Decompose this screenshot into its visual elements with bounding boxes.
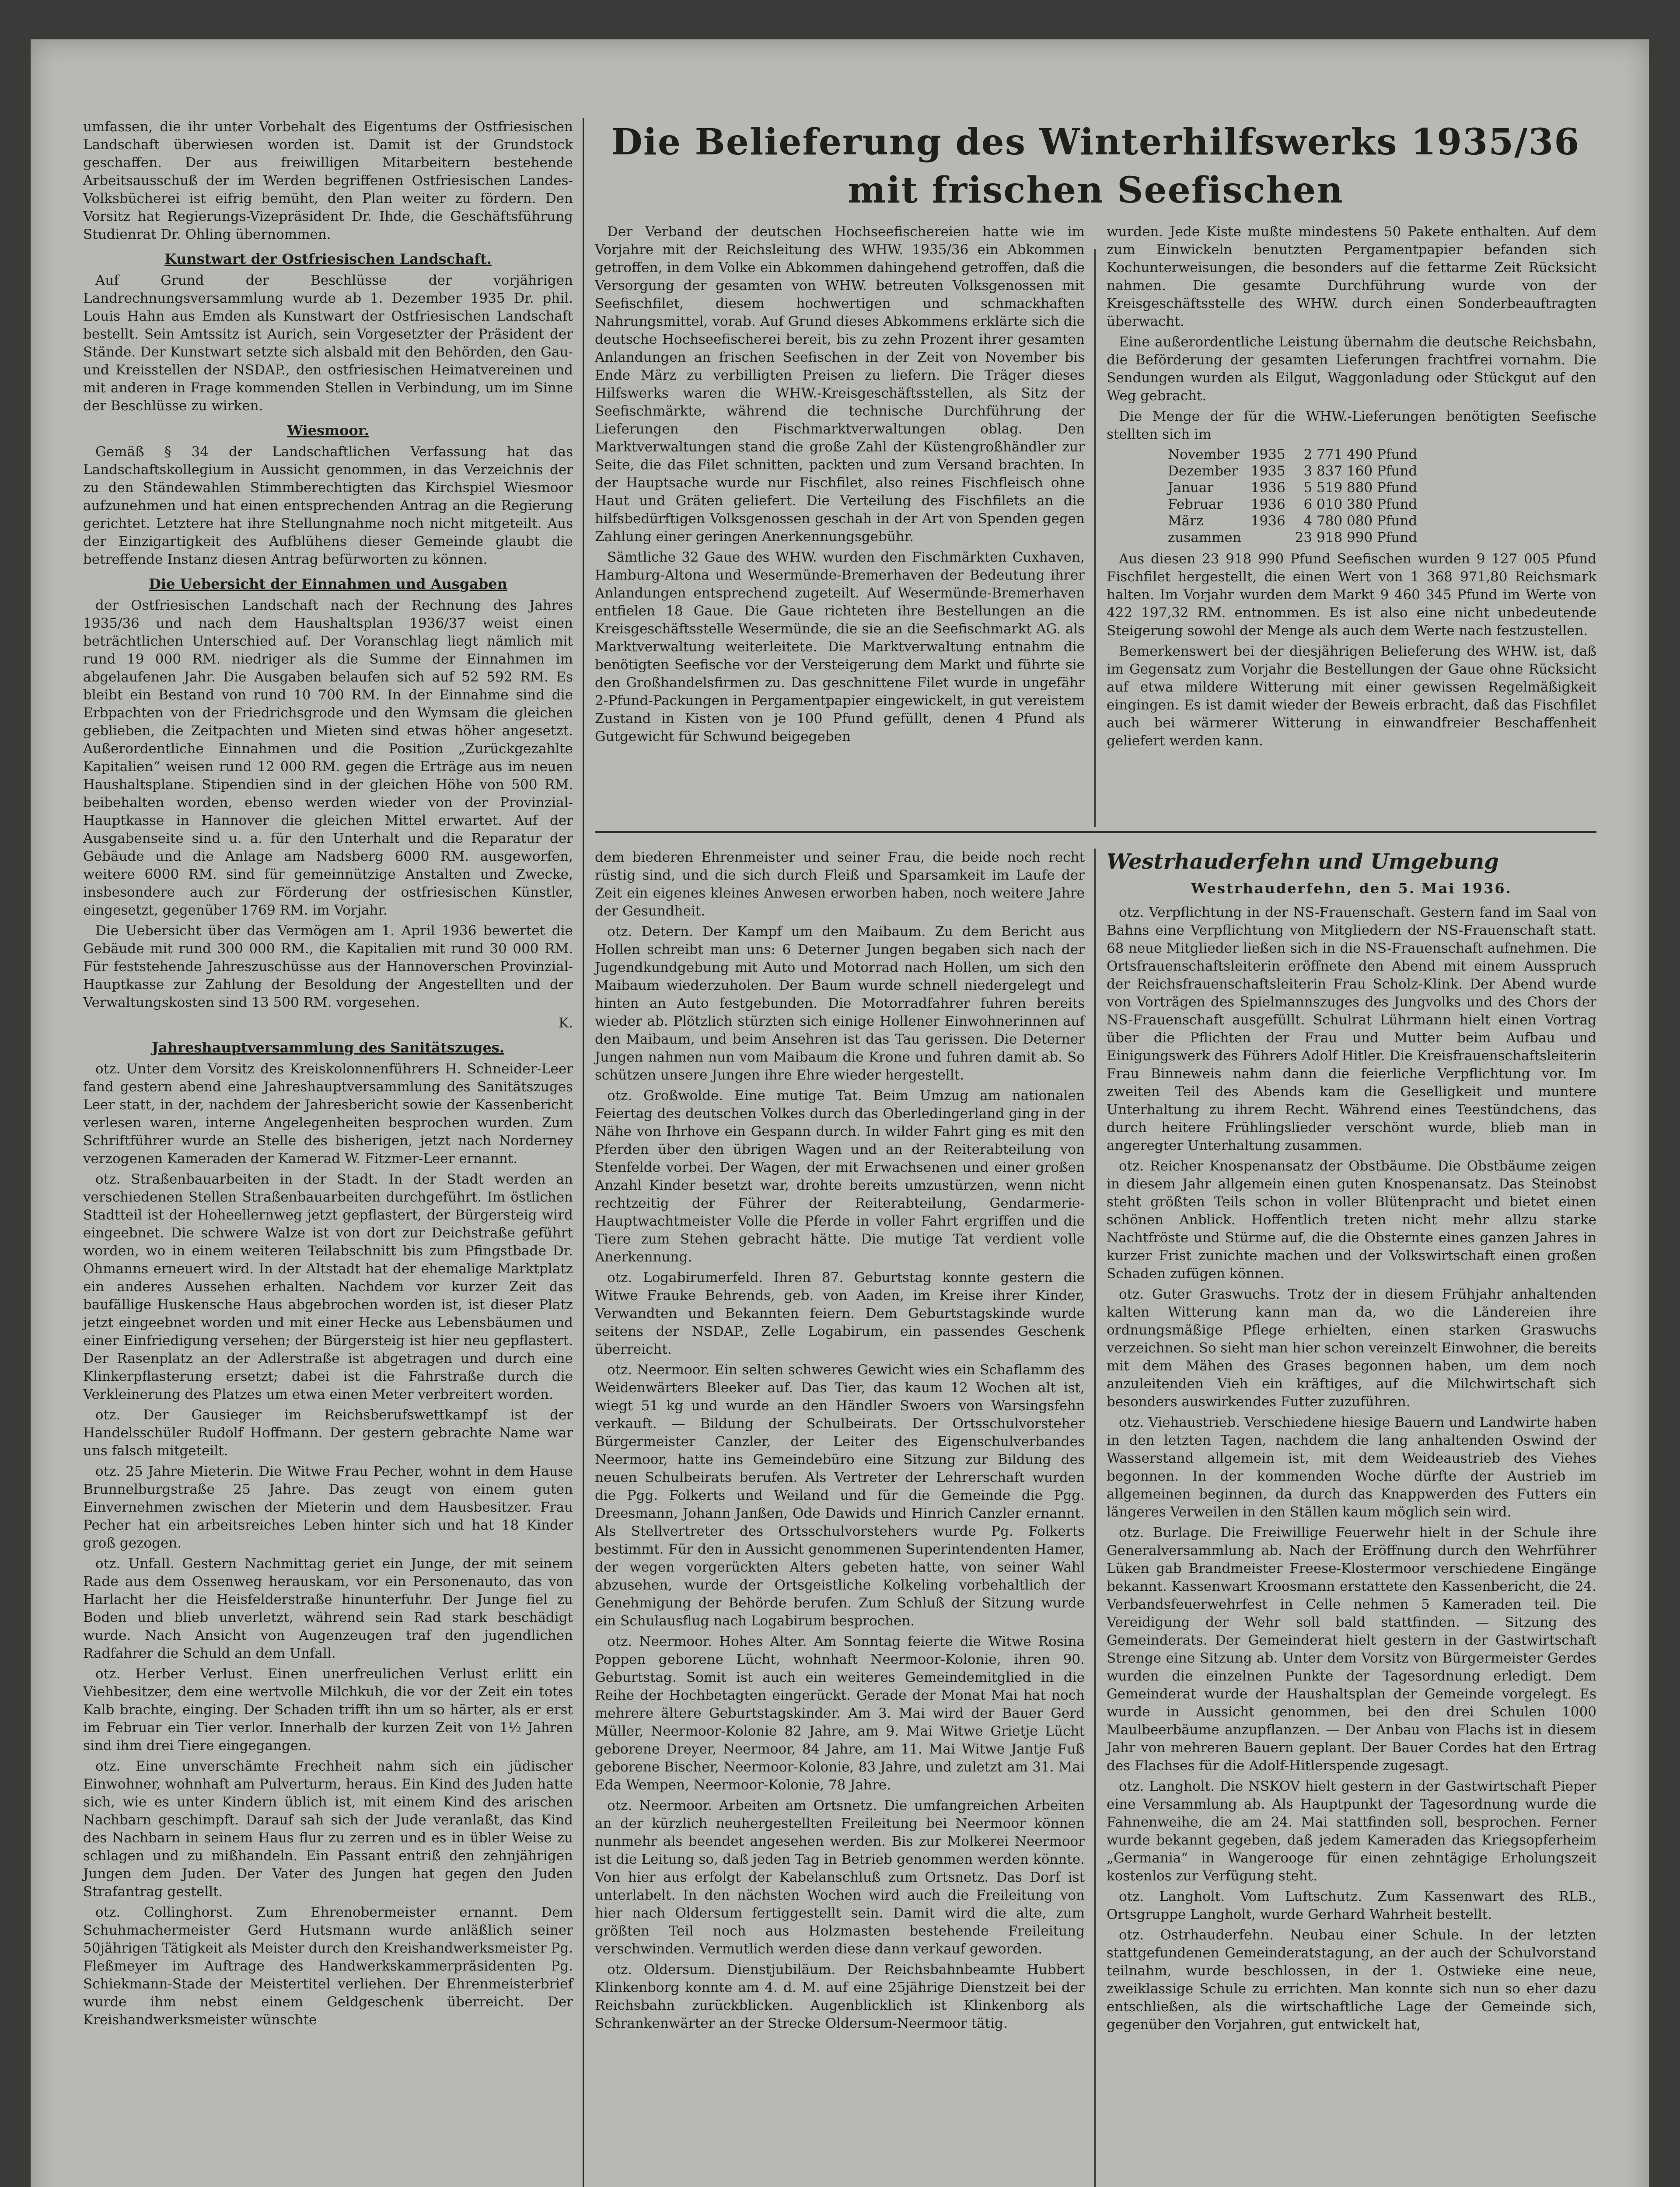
article-text: otz. Eine unverschämte Frechheit nahm sich ein jüdischer Einwohner, wohnhaft am Pulverturm, heraus. Ein Kind des Juden hatte sich, wie es unter Kindern üblich ist, mit einem Kind des arischen Nachbarn geschimpft. Darauf sah sich der Jude veranlaßt, das Kind des Nachbarn in seinem Haus flur zu zerren und es in übler Weise zu schlagen und zu mißhandeln. Ein Passant entriß den zehnjährigen Jungen dem Juden. Der Vater des Jungen hat gegen den Juden Strafantrag gestellt. (83, 1758, 573, 1900)
table-cell-amount: 5 519 880 Pfund (1303, 480, 1418, 496)
table-cell-month: Dezember (1168, 463, 1238, 479)
article-text: der Ostfriesischen Landschaft nach der Rechnung des Jahres 1935/36 und nach dem Haushaltsplan 1936/37 weist einen beträchtlichen Unterschied auf. Der Voranschlag liegt nämlich mit rund 19 000 RM. niedriger als die Summe der Einnahmen im abgelaufenen Jahr. Die Ausgaben belaufen sich auf 52 592 RM. Es bleibt ein Bestand von rund 10 700 RM. In der Einnahme sind die Erbpachten von der Friedrichsgrode und den Wymsam die gleichen geblieben, die Zeitpachten und Mieten sind etwas höher angesetzt. Außerordentliche Einnahmen und die Position „Zurückgezahlte Kapitalien“ weisen rund 12 000 RM. gegen die Erträge aus im neuen Haushaltsplane. Stipendien sind in der gleichen Höhe von 500 RM. beibehalten worden, ebenso werden wieder von der Provinzial-Hauptkasse in Hannover die gleichen Mittel erwartet. Auf der Ausgabenseite sind u. a. für den Unterhalt und die Reparatur der Gebäude und die Anlage am Nadsberg 6000 RM. ausgeworfen, weitere 6000 RM. sind für gemeinnützige Anstalten und Zwecke, insbesondere auch zur Förderung der ostfriesischen Künstler, eingesetzt, gegenüber 1769 RM. im Vorjahr. (83, 597, 573, 918)
left-column (83, 118, 573, 2032)
table-cell-amount: 6 010 380 Pfund (1303, 496, 1418, 512)
article-text: Eine außerordentliche Leistung übernahm die deutsche Reichsbahn, die Beförderung der gesamten Lieferungen frachtfrei vornahm. Die Sendungen wurden als Eilgut, Waggonladung oder Stückgut auf den Weg gebracht. (1107, 334, 1596, 404)
section-title: Westrhauderfehn und Umgebung (1107, 849, 1499, 874)
table-cell-year: 1936 (1250, 513, 1285, 529)
newspaper-page (31, 39, 1649, 2187)
article-text: otz. Unfall. Gestern Nachmittag geriet ein Junge, der mit seinem Rade aus dem Ossenweg herauskam, vor ein Personenauto, das von Harlacht her die Heisfelderstraße hinunterfuhr. Der Junge fiel zu Boden und blieb unverletzt, während sein Rad stark beschädigt wurde. Nach Ansicht von Augenzeugen traf den jugendlichen Radfahrer die Schuld an dem Unfall. (83, 1556, 573, 1661)
article-text: wurden. Jede Kiste mußte mindestens 50 Pakete enthalten. Auf dem zum Einwickeln benutzten Pergamentpapier befanden sich Kochunterweisungen, die besonders auf die fettarme Zeit Rücksicht nahmen. Die gesamte Durchführung wurde von der Kreisgeschäftsstelle des WHW. durch einen Sonderbeauftragten überwacht. (1107, 224, 1596, 329)
article-text: otz. Langholt. Die NSKOV hielt gestern in der Gastwirtschaft Pieper eine Versammlung ab. Als Hauptpunkt der Tagesordnung wurde die Fahnenweihe, die am 24. Mai stattfinden soll, besprochen. Ferner wurde bekannt gegeben, daß jedem Kameraden das Kriegsopferheim „Germania“ in Wangerooge für einen zehntägige Erholungszeit kostenlos zur Verfügung steht. (1107, 1778, 1596, 1884)
column-rule-right-top (1094, 249, 1096, 827)
article-heading: Wiesmoor. (287, 422, 369, 439)
table-cell-month: Februar (1168, 496, 1223, 512)
article-text: otz. Reicher Knospenansatz der Obstbäume. Die Obstbäume zeigen in diesem Jahr allgemein einen guten Knospenansatz. Das Steinobst steht größten Teils schon in voller Blütenpracht und bietet einen schönen Anblick. Hoffentlich treten nicht mehr allzu starke Nachtfröste und Stürme auf, die die Obsternte eines ganzen Jahres in kurzer Frist zunichte machen und der Volkswirtschaft einen großen Schaden zufügen können. (1107, 1158, 1596, 1282)
table-cell-month: Januar (1168, 480, 1214, 496)
article-text: otz. Großwolde. Eine mutige Tat. Beim Umzug am nationalen Feiertag des deutschen Volkes durch das Oberledingerland ging in der Nähe von Ihrhove ein Gespann durch. In wilder Fahrt ging es mit den Pferden über den übrigen Wagen und an der Reiterabteilung von Stenfelde vorbei. Der Wagen, der mit Erwachsenen und einer großen Anzahl Kinder besetzt war, drohte bereits umzustürzen, wenn nicht rechtzeitig der Führer der Reiterabteilung, Gendarmerie-Hauptwachtmeister Volle die Pferde in voller Fahrt ergriffen und die Tiere zum Stehen gebracht hätte. Die mutige Tat verdient volle Anerkennung. (595, 1088, 1085, 1265)
article-text: otz. Neermoor. Hohes Alter. Am Sonntag feierte die Witwe Rosina Poppen geborene Lücht, wohnhaft Neermoor-Kolonie, ihren 90. Geburtstag. Somit ist auch ein weiteres Gemeindemitglied in die Reihe der Hochbetagten eingerückt. Gerade der Monat Mai hat noch mehrere ältere Geburtstagskinder. Am 3. Mai wird der Bauer Gerd Müller, Neermoor-Kolonie 82 Jahre, am 9. Mai Witwe Grietje Lücht geborene Dreyer, Neermoor, 84 Jahre, am 11. Mai Witwe Jantje Fuß geborene Bischer, Neermoor-Kolonie, 83 Jahre, und zuletzt am 31. Mai Eda Wempen, Neermoor-Kolonie, 78 Jahre. (595, 1634, 1085, 1793)
article-text: otz. Der Gausieger im Reichsberufswettkampf ist der Handelsschüler Rudolf Hoffmann. Der gestern gebrachte Name war uns falsch mitgeteilt. (83, 1407, 573, 1459)
table-cell-month: März (1168, 513, 1204, 529)
article-text: otz. Langholt. Vom Luftschutz. Zum Kassenwart des RLB., Ortsgruppe Langholt, wurde Gerhard Wahrheit bestellt. (1107, 1889, 1596, 1922)
column-rule-left (583, 118, 584, 2187)
table-cell-amount: 3 837 160 Pfund (1303, 463, 1418, 479)
dateline: Westrhauderfehn, den 5. Mai 1936. (1191, 880, 1512, 897)
table-cell-year: 1936 (1250, 480, 1285, 496)
table-cell-amount: 23 918 990 Pfund (1295, 530, 1418, 545)
article-text: otz. Logabirumerfeld. Ihren 87. Geburtstag konnte gestern die Witwe Frauke Behrends, geb. von Aaden, im Kreise ihrer Kinder, Verwandten und Bekannten feiern. Dem Geburtstagskinde wurde seitens der NSDAP., Zelle Logabirum, ein passendes Geschenk überreicht. (595, 1270, 1085, 1357)
article-heading: Die Uebersicht der Einnahmen und Ausgaben (149, 576, 507, 592)
article-heading: Kunstwart der Ostfriesischen Landschaft. (164, 251, 492, 267)
headline-line-1: Die Belieferung des Winterhilfswerks 1935/36 (611, 121, 1580, 163)
article-text: otz. Straßenbauarbeiten in der Stadt. In der Stadt werden an verschiedenen Stellen Straßenbauarbeiten durchgeführt. Im östlichen Stadtteil ist der Hoheellernweg jetzt gepflastert, der Bürgersteig wird eingeebnet. Die schwere Walze ist von dort zur Deichstraße geführt worden, wo in einem weiteren Teilabschnitt bis zum Pfingstbade Dr. Ohmanns erneuert wird. In der Altstadt hat der ehemalige Marktplatz ein anderes Aussehen erhalten. Nachdem vor kurzer Zeit das baufällige Huskensche Haus abgebrochen worden ist, ist dieser Platz jetzt eingeebnet worden und mit einer Hecke aus Lebensbäumen und einer Einfriedigung versehen; der Bürgersteig ist hier neu gepflastert. Der Rasenplatz an der Adlerstraße ist abgetragen und durch eine Klinkerpflasterung ersetzt; dabei ist die Fahrstraße durch die Verkleinerung des Platzes um etwa einen Meter verbreitert worden. (83, 1171, 573, 1402)
table-row (1168, 446, 1427, 463)
mid-lower-column (595, 849, 1085, 2035)
table-row (1168, 479, 1427, 496)
fish-quantity-table (1168, 446, 1427, 546)
article-text: otz. Oldersum. Dienstjubiläum. Der Reichsbahnbeamte Hubbert Klinkenborg konnte am 4. d. M. auf eine 25jährige Dienstzeit bei der Reichsbahn zurückblicken. Augenblicklich ist Klinkenborg als Schrankenwärter an der Strecke Oldersum-Neermoor tätig. (595, 1962, 1085, 2031)
table-row (1168, 496, 1427, 513)
article-text: Aus diesen 23 918 990 Pfund Seefischen wurden 9 127 005 Pfund Fischfilet hergestellt, die einen Wert von 1 368 971,80 Reichsmark halten. Im Vorjahr wurden dem Markt 9 460 345 Pfund im Werte von 422 197,32 RM. entnommen. Es ist also eine nicht unbedeutende Steigerung sowohl der Menge als auch dem Werte nach festzustellen. (1107, 551, 1596, 639)
table-row (1168, 463, 1427, 479)
table-cell-year: 1936 (1250, 496, 1285, 512)
table-cell-month: November (1168, 447, 1240, 462)
table-cell-year: 1935 (1250, 463, 1285, 479)
article-text: Sämtliche 32 Gaue des WHW. wurden den Fischmärkten Cuxhaven, Hamburg-Altona und Wesermünde-Bremerhaven der Bedeutung ihrer Anlandungen entsprechend zugeteilt. Auf Wesermünde-Bremerhaven entfielen 18 Gaue. Die Gaue richteten ihre Bestellungen an die Kreisgeschäftsstelle Wesermünde, die sie an die Seefischmarkt AG. als Marktverwaltung weiterleitete. Die Marktverwaltung entnahm die benötigten Seefische vor der Versteigerung dem Markt und führte sie den Großhandelsfirmen zu. Das geschnittene Filet wurde in ungefähr 2-Pfund-Packungen in Pergamentpapier eingewickelt, in gut vereistem Zustand in Kisten von je 100 Pfund gefüllt, denen 4 Pfund als Gutgewicht für Schwund beigegeben (595, 549, 1085, 744)
section-rule (595, 831, 1596, 833)
article-text: dem biederen Ehrenmeister und seiner Frau, die beide noch recht rüstig sind, und die sich durch Fleiß und Sparsamkeit im Laufe der Zeit ein eigenes kleines Anwesen erworben haben, noch weitere Jahre der Gesundheit. (595, 849, 1085, 919)
table-row (1168, 513, 1427, 529)
table-cell-amount: 2 771 490 Pfund (1303, 447, 1418, 462)
table-cell-year (1251, 529, 1295, 546)
article-text: otz. Burlage. Die Freiwillige Feuerwehr hielt in der Schule ihre Generalversammlung ab. Nach der Eröffnung durch den Wehrführer Lüken gab Brandmeister Freese-Klostermoor verschiedene Eingänge bekannt. Kassenwart Kroosmann erstattete den Kassenbericht, die 24. Verbandsfeuerwehrfest in Celle nehmen 5 Kameraden teil. Die Vereidigung der Wehr soll bald stattfinden. — Sitzung des Gemeinderats. Der Gemeinderat hielt gestern in der Gastwirtschaft Strenge eine Sitzung ab. Unter dem Vorsitz von Bürgermeister Gerdes wurden die einzelnen Punkte der Tagesordnung erledigt. Dem Gemeinderat wurde der Haushaltsplan der Gemeinde vorgelegt. Es wurde in Aussicht genommen, bei den drei Schulen 1000 Maulbeerbäume anzupflanzen. — Der Anbau von Flachs ist in diesem Jahr von mehreren Bauern geplant. Der Bauer Cordes hat den Ertrag des Flachses für die Adolf-Hitlerspende zugesagt. (1107, 1525, 1596, 1774)
article-text: Bemerkenswert bei der diesjährigen Belieferung des WHW. ist, daß im Gegensatz zum Vorjahr die Bestellungen der Gaue ohne Rücksicht auf etwa mildere Witterung mit einer gewissen Regelmäßigkeit eingingen. Es ist damit wieder der Beweis erbracht, daß das Fischfilet auch bei wärmerer Witterung in einwandfreier Beschaffenheit geliefert werden kann. (1107, 643, 1596, 749)
signature: K. (558, 1015, 573, 1031)
fish-article-col2 (1107, 223, 1596, 753)
article-text: Die Menge der für die WHW.-Lieferungen benötigten Seefische stellten sich im (1107, 409, 1596, 442)
article-text: umfassen, die ihr unter Vorbehalt des Eigentums der Ostfriesischen Landschaft überwiesen worden ist. Damit ist der Grundstock geschaffen. Der aus freiwilligen Mitarbeitern bestehende Arbeitsausschuß der im Werden begriffenen Ostfriesischen Landes-Volksbücherei ist eifrig bemüht, den Plan weiter zu fördern. Den Vorsitz hat Regierungs-Vizepräsident Dr. Ihde, die Geschäftsführung Studienrat Dr. Ohling übernommen. (83, 119, 573, 242)
article-text: otz. Herber Verlust. Einen unerfreulichen Verlust erlitt ein Viehbesitzer, dem eine wertvolle Milchkuh, die vor der Zeit ein totes Kalb brachte, einging. Der Schaden trifft ihn um so härter, als er erst im Februar ein Tier verlor. Innerhalb der kurzen Zeit von 1½ Jahren sind ihm drei Tiere eingegangen. (83, 1666, 573, 1754)
article-text: otz. Neermoor. Ein selten schweres Gewicht wies ein Schaflamm des Weidenwärters Bleeker auf. Das Tier, das kaum 12 Wochen alt ist, wiegt 51 kg und wurde an den Händler Swoers von Warsingsfehn verkauft. — Bildung der Schulbeirats. Der Ortsschulvorsteher Bürgermeister Canzler, der Leiter des Eigenschulverbandes Neermoor, hatte ins Gemeindebüro eine Sitzung zur Bildung des neuen Schulbeirats berufen. Als Vertreter der Lehrerschaft wurden die Pgg. Folkerts und Weiland und für die Gemeinde die Pgg. Dreesmann, Johann Janßen, Ode Dawids und Hinrich Canzler ernannt. Als Stellvertreter des Ortsschulvorstehers wurde Pg. Folkerts bestimmt. Für den in Aussicht genommenen Superintendenten Hamer, der wegen vorgerückten Alters gebeten hatte, von seiner Wahl abzusehen, wurde der Ortsgeistliche Kolkeling vorbehaltlich der Genehmigung der Behörde berufen. Zum Schluß der Sitzung wurde ein Schulausflug nach Logabirum besprochen. (595, 1362, 1085, 1629)
article-text: Die Uebersicht über das Vermögen am 1. April 1936 bewertet die Gebäude mit rund 300 000 RM., die Kapitalien mit rund 30 000 RM. Für feststehende Jahreszuschüsse aus der Hannoverschen Provinzial-Hauptkasse zur Zahlung der Besoldung der Angestellten und der Verwaltungskosten sind 13 500 RM. vorgesehen. (83, 923, 573, 1010)
article-text: otz. Guter Graswuchs. Trotz der in diesem Frühjahr anhaltenden kalten Witterung kann man da, wo die Ländereien ihre ordnungsmäßige Pflege erhielten, einen starken Graswuchs verzeichnen. So sieht man hier schon vereinzelt Einwohner, die bereits mit dem Mähen des Grases begonnen haben, um dem noch anzuleitenden Vieh ein kräftiges, auf die Milchwirtschaft sich besonders auswirkendes Futter zuzuführen. (1107, 1286, 1596, 1410)
article-text: otz. Detern. Der Kampf um den Maibaum. Zu dem Bericht aus Hollen schreibt man uns: 6 Deterner Jungen begaben sich nach der Jugendkundgebung mit Auto und Motorrad nach Hollen, um sich den Maibaum wiederzuholen. Der Baum wurde schnell niedergelegt und hinten an Auto festgebunden. Die Motorradfahrer fuhren bereits wieder ab. Plötzlich stürzten sich einige Hollener Einwohnerinnen auf den Maibaum, und beim Ansehren ist das Tau gerissen. Die Deterner Jungen nahmen nun vom Maibaum die Krone und fuhren damit ab. So schützen unsere Jungen ihre Ehre wieder hergestellt. (595, 924, 1085, 1083)
article-text: otz. Viehaustrieb. Verschiedene hiesige Bauern und Landwirte haben in den letzten Tagen, nachdem die lang anhaltenden Oswind der Wasserstand allgemein ist, mit dem Weideaustrieb des Viehes begonnen. In der kommenden Woche dürfte der Austrieb im allgemeinen beginnen, da durch das Knappwerden des Futters ein längeres Verweilen in den Ställen kaum möglich sein wird. (1107, 1415, 1596, 1520)
article-text: Gemäß § 34 der Landschaftlichen Verfassung hat das Landschaftskollegium in Aussicht genommen, in das Verzeichnis der zu den Ständewahlen Stimmberechtigten das Kirchspiel Wiesmoor aufzunehmen und hat einen entsprechenden Antrag an die Regierung gerichtet. Letztere hat ihre Stellungnahme noch nicht mitgeteilt. Aus der Einzigartigkeit des Aufblühens dieser Gemeinde glaubt die betreffende Instanz diesen Antrag befürworten zu können. (83, 444, 573, 567)
column-rule-right-bottom (1094, 849, 1096, 2187)
article-heading: Jahreshauptversammlung des Sanitätszuges. (151, 1039, 505, 1056)
table-cell-month: zusammen (1168, 530, 1241, 545)
table-cell-amount: 4 780 080 Pfund (1303, 513, 1418, 529)
article-text: otz. Neermoor. Arbeiten am Ortsnetz. Die umfangreichen Arbeiten an der kürzlich neuhergestellten Freileitung bei Neermoor können nunmehr als beendet angesehen werden. Bis zur Molkerei Neermoor ist die Leitung so, daß jeden Tag in Betrieb genommen werden könnte. Von hier aus erfolgt der Kabelanschluß zum Ortsnetz. Das Dorf ist unterlabelt. In den nächsten Wochen wird auch die Freileitung von hier nach Oldersum fertiggestellt sein. Damit wird die alte, zum größten Teil noch aus Holzmasten bestehende Freileitung verschwinden. Vermutlich werden diese dann verkauf geworden. (595, 1798, 1085, 1957)
article-text: otz. 25 Jahre Mieterin. Die Witwe Frau Pecher, wohnt in dem Hause Brunnelburgstraße 25 Jahre. Das zeugt von einem guten Einvernehmen zwischen der Mieterin und dem Hausbesitzer. Frau Pecher hat ein arbeitsreiches Leben hinter sich und hat 18 Kinder groß gezogen. (83, 1464, 573, 1551)
article-text: otz. Unter dem Vorsitz des Kreiskolonnenführers H. Schneider-Leer fand gestern abend eine Jahreshauptversammlung des Sanitätszuges Leer statt, in der, nachdem der Jahresbericht sowie der Kassenbericht verlesen waren, interne Angelegenheiten besprochen wurden. Zum Schriftführer wurde an Stelle des bisherigen, jetzt nach Norderney verzogenen Kameraden der Kamerad W. Fitzmer-Leer ernannt. (83, 1061, 573, 1167)
article-text: otz. Collinghorst. Zum Ehrenobermeister ernannt. Dem Schuhmachermeister Gerd Hutsmann wurde anläßlich seiner 50jährigen Tätigkeit als Meister durch den Kreishandwerksmeister Pg. Fleßmeyer im Auftrage des Handwerkskammerpräsidenten Pg. Schiekmann-Stade der Meistertitel verliehen. Der Ehrenmeisterbrief wurde ihm nebst einem Geldgeschenk überreicht. Der Kreishandwerksmeister wünschte (83, 1904, 573, 2028)
article-text: otz. Verpflichtung in der NS-Frauenschaft. Gestern fand im Saal von Bahns eine Verpflichtung von Mitgliedern der NS-Frauenschaft statt. 68 neue Mitglieder ließen sich in die NS-Frauenschaft aufnehmen. Die Ortsfrauenschaftsleiterin eröffnete den Abend mit einem Ausspruch der Reichsfrauenschaftsleiterin Frau Scholz-Klink. Der Abend wurde von Vorträgen des Spielmannszuges des Jungvolks und des Chors der NS-Frauenschaft ausgefüllt. Schulrat Lührmann hielt einen Vortrag über die Pflichten der Frau und Mutter beim Aufbau und Einigungswerk des Führers Adolf Hitler. Die Kreisfrauenschaftsleiterin Frau Binneweis nahm dann die feierliche Verpflichtung vor. Im zweiten Teil des Abends kam die Geselligkeit und muntere Unterhaltung zu ihrem Recht. Während eines Teestündchens, das durch heitere Frühlingslieder verschönt wurde, blieb man in angeregter Unterhaltung zusammen. (1107, 905, 1596, 1153)
main-headline (595, 118, 1596, 214)
table-cell-year: 1935 (1250, 447, 1285, 462)
right-lower-column (1107, 849, 1596, 2037)
fish-article-col1 (595, 223, 1085, 748)
headline-line-2: mit frischen Seefischen (848, 169, 1344, 211)
article-text: otz. Ostrhauderfehn. Neubau einer Schule. In der letzten stattgefundenen Gemeinderatstagung, an der auch der Schulvorstand teilnahm, wurde beschlossen, in der 1. Ostwieke eine neue, zweiklassige Schule zu errichten. Man konnte sich nun so eher dazu entschließen, als die wirtschaftliche Lage der Gemeinde sich, gegenüber den Vorjahren, gut entwickelt hat, (1107, 1927, 1596, 2033)
table-row (1168, 529, 1427, 546)
article-text: Auf Grund der Beschlüsse der vorjährigen Landrechnungsversammlung wurde ab 1. Dezember 1935 Dr. phil. Louis Hahn aus Emden als Kunstwart der Ostfriesischen Landschaft bestellt. Sein Amtssitz ist Aurich, sein Vorgesetzter der Präsident der Stände. Der Kunstwart setzte sich alsbald mit den Behörden, den Gau- und Kreisstellen der NSDAP., den ostfriesischen Heimatvereinen und mit anderen in Frage kommenden Stellen in Verbindung, um im Sinne der Beschlüsse zu wirken. (83, 273, 573, 414)
article-text: Der Verband der deutschen Hochseefischereien hatte wie im Vorjahre mit der Reichsleitung des WHW. 1935/36 ein Abkommen getroffen, in dem Volke ein Abkommen dahingehend getroffen, daß die Versorgung der gesamten von WHW. betreuten Volksgenossen mit Seefischfilet, diesem hochwertigen und schmackhaften Nahrungsmittel, vorab. Auf Grund dieses Abkommens erklärte sich die deutsche Hochseefischerei bereit, bis zu zehn Prozent ihrer gesamten Anlandungen an frischen Seefischen in der Zeit von November bis Ende März zu verbilligten Preisen zu liefern. Die Träger dieses Hilfswerks waren die WHW.-Kreisgeschäftsstellen, als Sitz der Seefischmärkte, während die technische Durchführung der Lieferungen den Fischmarktverwaltungen oblag. Den Marktverwaltungen stand die große Zahl der Küstengroßhändler zur Seite, die das Filet schnitten, packten und zum Versand brachten. In der Hauptsache wurde nur Fischfilet, also reines Fischfleisch ohne Haut und Gräten geliefert. Die Verteilung des Fischfilets an die hilfsbedürftigen Volksgenossen geschah in der Art von Spenden gegen Zahlung einer geringen Anerkennungsgebühr. (595, 224, 1085, 545)
